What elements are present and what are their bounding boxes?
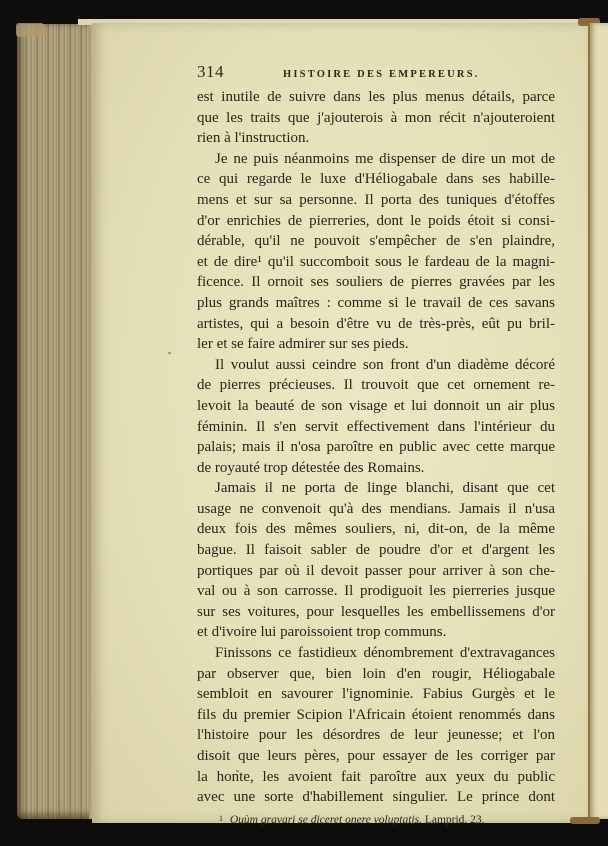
text-line: usage ne convenoit qu'à des mendians. Jamais il n'usa (197, 500, 555, 517)
footnote-mark: 1 (219, 813, 223, 823)
text-line: levoit la beauté de son visage et lui donnoit un air plus (197, 397, 555, 414)
text-line: portiques par où il devoit passer pour arriver à son che- (197, 562, 555, 579)
text-line: palais; mais il n'osa paroître en public avec cette marque (197, 439, 555, 456)
text-line: dérable, qu'il ne pouvoit s'empêcher de s'en plaindre, (197, 233, 555, 250)
text-line: d'or enrichies de pierreries, dont le poids étoit si consi- (197, 212, 555, 229)
text-line: Finissons ce fastidieux dénombrement d'extravagances (215, 645, 555, 662)
page-number: 314 (197, 62, 224, 81)
paragraph (197, 149, 555, 355)
text-line: la honte, les avoient fait paroître aux yeux du public (197, 768, 555, 785)
text-line: ce qui regarde le luxe d'Héliogabale dans ses habille- (197, 171, 555, 188)
stacked-page-edges (17, 24, 95, 819)
text-line: féminin. Il s'en servit effectivement dans l'intérieur du (197, 418, 555, 435)
text-line: l'histoire pour les désordres de leur jeunesse; et l'on (197, 727, 555, 744)
text-line: est inutile de suivre dans les plus menus détails, parce (197, 89, 555, 105)
footnote-latin-quote: Quùm gravari se diceret onere voluptatis. (229, 813, 422, 826)
page-text (197, 62, 555, 826)
running-head (197, 62, 555, 84)
text-line: disoit que leurs pères, pour essayer de les corriger par (197, 748, 555, 764)
text-line: sur ses voitures, pour lesquelles les embellissemens d'or (197, 603, 555, 620)
text-line: ler et se faire admirer sur ses pieds. (197, 336, 409, 353)
text-line: par observer que, bien loin d'en rougir, Héliogabale (197, 665, 555, 682)
text-line: que les traits que j'ajouterois à mon récit n'ajouteroient (197, 109, 555, 126)
text-line: sembloit en savourer l'ignominie. Fabius Gurgès et le (197, 686, 555, 703)
text-line: Je ne puis néanmoins me dispenser de dire un mot de (215, 150, 555, 167)
paragraph (197, 478, 555, 643)
text-line: Jamais il ne porta de linge blanchi, disant que cet (215, 480, 555, 497)
text-line: de pierres précieuses. Il trouvoit que cet ornement re- (197, 377, 555, 394)
body-text (197, 87, 555, 808)
text-line: de royauté trop détestée des Romains. (197, 459, 425, 476)
text-line: val ou à son carrosse. Il prodiguoit les pierreries jusque (197, 583, 555, 600)
text-line: mens et sur sa personne. Il porta des tuniques d'étoffes (197, 191, 555, 208)
paper-speck (168, 352, 171, 354)
running-title: HISTOIRE DES EMPEREURS. (283, 69, 480, 80)
paragraph (197, 355, 555, 479)
text-line: et de dire¹ qu'il succomboit sous le fardeau de la magni- (197, 253, 555, 270)
binding-tab-bottom (570, 817, 600, 824)
text-line: bague. Il faisoit sabler de poudre d'or et d'argent les (197, 542, 555, 559)
text-line: plus grands maîtres : comme si le travail de ces savans (197, 294, 555, 311)
text-line: Il voulut aussi ceindre son front d'un diadème décoré (215, 356, 555, 373)
footnote-source: Lamprid. 23. (424, 813, 485, 826)
text-line: avec une sorte d'habillement singulier. Le prince dont (197, 789, 555, 806)
paragraph (197, 87, 555, 149)
paragraph (197, 643, 555, 808)
worn-corner (16, 23, 44, 37)
text-line: ficence. Il ornoit ses souliers de pierres gravées par les (197, 274, 555, 291)
facing-page-edge (588, 23, 608, 819)
text-line: artistes, qui a besoin d'être vu de très-près, eût pu bril- (197, 315, 555, 332)
text-line: et d'ivoire lui paroissoient trop communs. (197, 624, 447, 641)
text-line: fils du premier Scipion l'Africain étoient renommés dans (197, 706, 555, 723)
footnote (197, 814, 555, 826)
text-line: rien à l'instruction. (197, 130, 310, 147)
text-line: deux fois des mêmes souliers, ni, dit-on, de la même (197, 521, 555, 538)
